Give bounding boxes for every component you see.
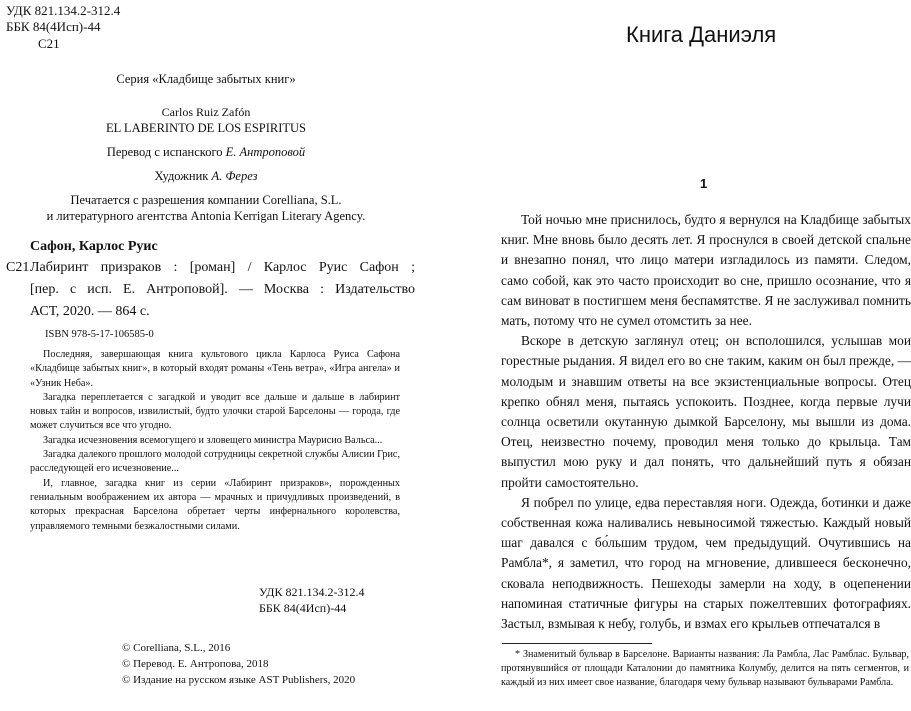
- body-paragraph: Я побрел по улице, едва переставляя ноги. Одежда, ботинки и даже собственная кожа наливались невыносимой тяжестью. Каждый новый шаг давался с бо́льшим трудом, чем предыдущий. Очутившись на Рамбла*, я заметил, что город на мгновение, длившееся бесконечно, сковала неподвижность. Пешеходы замерли на ходу, в оцепенении напоминая статичные фигуры на старых пожелтевших фотографиях. Застыл, взмывая к небу, голубь, и взмах его крыльев отпечатался в: [501, 494, 911, 632]
- artist-line: [0, 169, 412, 184]
- body-paragraph: Той ночью мне приснилось, будто я вернулся на Кладбище забытых книг. Мне вновь было десять лет. Я проснулся в своей детской спальне и внезапно понял, что лицо матери изгладилось из памяти. Следом, само собой, как это часто происходит во сне, пришло осознание, что я сам виноват в постигшем меня беспамятстве. Я не заслуживал помнить мать, потому что не сумел отомстить за нее.: [501, 212, 911, 329]
- translator-line: [0, 145, 412, 160]
- body-paragraph: Вскоре в детскую заглянул отец; он всполошился, услышав мои горестные рыдания. Я видел его во сне таким, каким он был прежде, — молодым и знавшим ответы на все экзистенциальные вопросы. Отец крепко обнял меня, пытаясь успокоить. Позднее, когда первые лучи солнца осветили окутанную дымкой Барселону, мы вышли из дома. Отец, неизвестно почему, проводил меня только до крыльца. Там выпустил мою руку и дал понять, что дальнейший путь я обязан пройти самостоятельно.: [501, 333, 911, 490]
- copyright-1: © Corelliana, S.L., 2016: [122, 642, 231, 654]
- footnote-divider: [502, 643, 652, 644]
- udk-code-bottom: УДК 821.134.2-312.4: [259, 585, 365, 599]
- footnote: * Знаменитый бульвар в Барселоне. Варианты названия: Ла Рамбла, Лас Рамблас. Бульвар, протянувшийся от площади Каталонии до памятника Колумбу, делится на пять сегментов, и каждый из них имеет свое название, благодаря чему бульвар называют бульварами Рамбла.: [501, 649, 909, 689]
- catalog-line-3: АСТ, 2020. — 864 с.: [30, 304, 150, 319]
- series-line: Серия «Кладбище забытых книг»: [116, 72, 296, 86]
- chapter-number: 1: [700, 176, 708, 191]
- original-author: Carlos Ruiz Zafón: [161, 105, 251, 119]
- text-page: [456, 0, 911, 711]
- artist-name: А. Ферез: [211, 169, 258, 183]
- annotation-paragraph: Загадка далекого прошлого молодой сотрудницы секретной службы Алисии Грис, расследующей его исчезновение...: [30, 449, 400, 475]
- author-mark-top: С21: [38, 36, 60, 51]
- isbn: ISBN 978-5-17-106585-0: [45, 329, 154, 340]
- bbk-code-bottom: ББК 84(4Исп)-44: [259, 601, 347, 615]
- catalog-line-2: [пер. с исп. Е. Антроповой]. — Москва : Издательство: [30, 282, 415, 297]
- book-title: Книга Даниэля: [626, 22, 777, 47]
- bbk-code-top: ББК 84(4Исп)-44: [6, 19, 101, 34]
- artist-prefix: Художник: [154, 169, 209, 183]
- annotation-paragraph: Загадка переплетается с загадкой и уводит все дальше и дальше в лабиринт новых тайн и вопросов, извилистый, будто улочки старой Барселоны — города, где может случиться все что угодно.: [30, 391, 400, 432]
- copyright-3: © Издание на русском языке AST Publishers, 2020: [122, 674, 356, 686]
- catalog-line-1: Лабиринт призраков : [роман] / Карлос Руис Сафон ;: [30, 260, 415, 275]
- original-title: EL LABERINTO DE LOS ESPIRITUS: [106, 121, 306, 135]
- annotation-paragraph: Последняя, завершающая книга культового цикла Карлоса Руиса Сафона «Кладбище забытых книг», в который входят романы «Тень ветра», «Игра ангела» и «Узник Неба».: [30, 349, 400, 389]
- chapter-body: [501, 210, 911, 634]
- annotation: [30, 348, 400, 534]
- translator-prefix: Перевод с испанского: [106, 145, 223, 159]
- annotation-paragraph: Загадка исчезновения всемогущего и зловещего министра Маурисио Вальса...: [43, 434, 383, 446]
- annotation-paragraph: И, главное, загадка книг из серии «Лабиринт призраков», порожденных гениальным воображением их автора — мрачных и причудливых произведений, в которых прекрасная Барселона обретает черты инфернального королевства, управляемого темными безжалостными силами.: [30, 477, 400, 532]
- catalog-author: Сафон, Карлос Руис: [30, 239, 158, 254]
- udk-code-top: УДК 821.134.2-312.4: [6, 3, 121, 18]
- imprint-page: [0, 0, 455, 711]
- catalog-mark: С21: [6, 260, 30, 275]
- permission-line-2: и литературного агентства Antonia Kerrigan Literary Agency.: [46, 209, 366, 223]
- copyright-2: © Перевод. Е. Антропова, 2018: [122, 658, 269, 670]
- translator-name: Е. Антроповой: [225, 145, 306, 159]
- permission-line-1: Печатается с разрешения компании Corelliana, S.L.: [70, 193, 342, 207]
